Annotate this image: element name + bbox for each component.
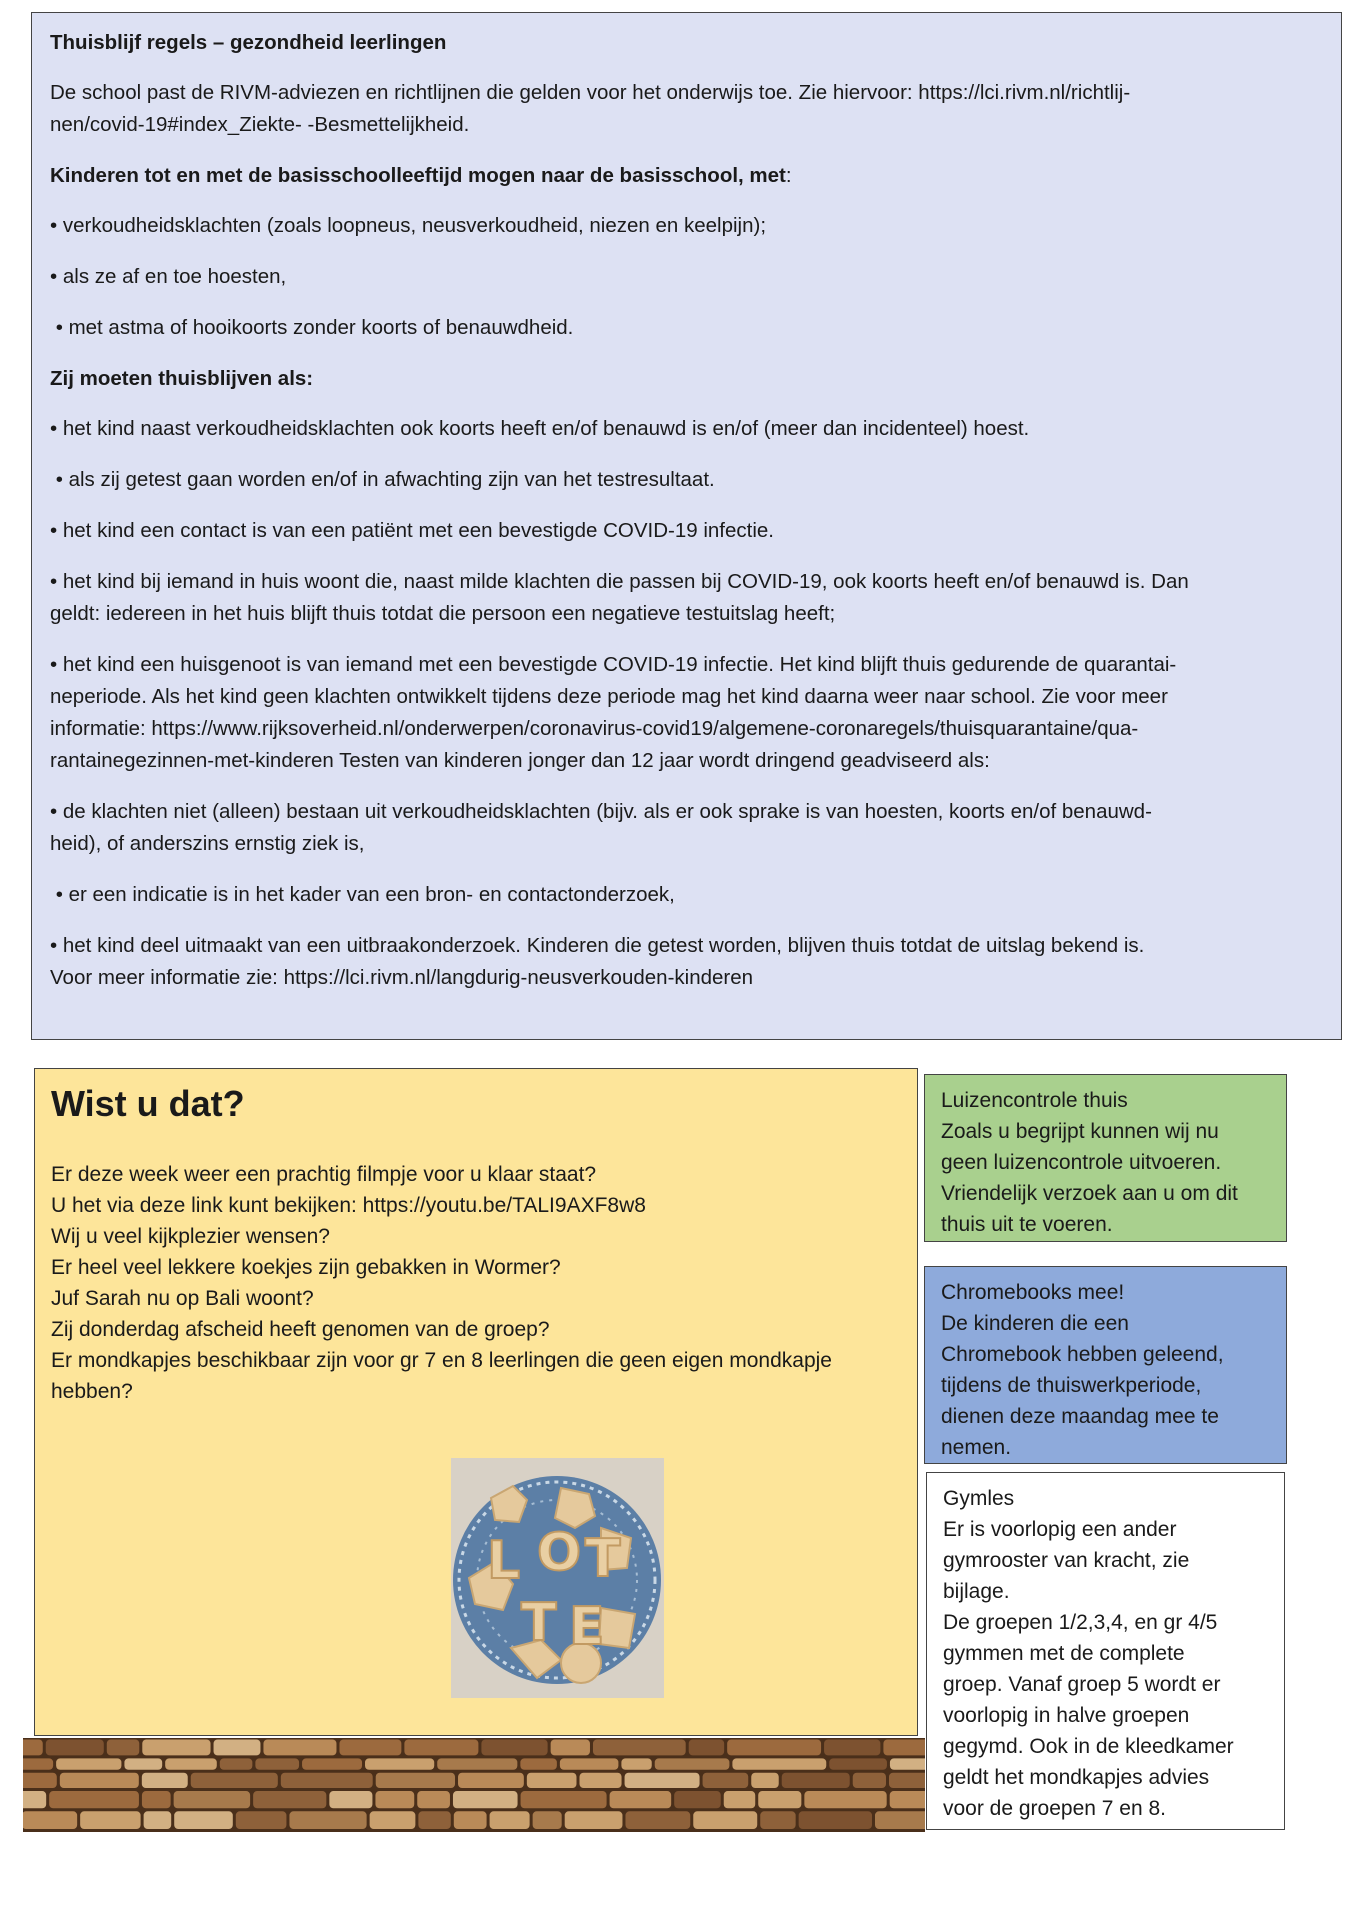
cookie-letter: T [521,1593,557,1653]
gym-class-line: geldt het mondkapjes advies [943,1766,1210,1789]
chromebooks-text [941,1308,1270,1463]
stone [890,1758,925,1769]
gym-class-line: Er is voorlopig een ander [943,1518,1177,1541]
stone [80,1811,140,1829]
stone [804,1791,886,1808]
rules-intro [50,77,1323,141]
cookies-plate-image [451,1458,664,1698]
stone [417,1791,450,1808]
stone [829,1758,887,1769]
stone [23,1740,43,1756]
did-you-know-item: U het via deze link kunt bekijken: https://youtu.be/TALI9AXF8w8 [51,1194,646,1217]
allowed-heading-text: Kinderen tot en met de basisschoolleeftijd mogen naar de basisschool, met [50,164,786,187]
allowed-heading [50,160,1323,192]
stone [458,1773,524,1788]
stone [724,1791,755,1808]
stone [214,1740,261,1756]
gym-class-text [943,1514,1268,1824]
cookies-photo [451,1458,664,1698]
stone [289,1811,366,1829]
stay-home-item [50,796,1323,860]
did-you-know-title: Wist u dat? [51,1083,245,1124]
stone [23,1773,57,1788]
did-you-know-list [51,1159,901,1407]
stone [255,1758,299,1769]
stone [565,1811,623,1829]
stone [174,1811,233,1829]
stone [593,1740,686,1756]
stay-home-item-line: geldt: iedereen in het huis blijft thuis totdat die persoon een negatieve testuitslag heeft; [50,602,836,625]
lice-check-box [924,1074,1287,1242]
stone [60,1773,139,1788]
stone-wall-pattern [23,1738,925,1832]
did-you-know-item: hebben? [51,1380,133,1403]
stone [191,1773,278,1788]
did-you-know-item: Juf Sarah nu op Bali woont? [51,1287,314,1310]
stone [610,1791,672,1808]
gym-class-line: groep. Vanaf groep 5 wordt er [943,1673,1221,1696]
did-you-know-item: Wij u veel kijkplezier wensen? [51,1225,330,1248]
stay-home-item-line: Voor meer informatie zie: https://lci.rivm.nl/langdurig-neusverkouden-kinderen [50,966,754,989]
stone [142,1740,210,1756]
stone [782,1773,850,1788]
stone [220,1758,253,1769]
chromebooks-line: nemen. [941,1436,1012,1459]
stay-home-item-line: • als zij getest gaan worden en/of in afwachting zijn van het testresultaat. [50,468,715,491]
stone [751,1773,778,1788]
stone [625,1811,690,1829]
stone [23,1758,53,1769]
stone [236,1811,287,1829]
allowed-item: • als ze af en toe hoesten, [50,265,287,288]
stone [490,1811,530,1829]
stone [263,1740,336,1756]
stone [551,1740,590,1756]
lice-check-title: Luizencontrole thuis [941,1089,1128,1112]
gym-class-line: gymrooster van kracht, zie [943,1549,1190,1572]
lice-check-line: thuis uit te voeren. [941,1213,1113,1236]
stone [124,1758,162,1769]
stay-home-item [50,649,1323,777]
stone [49,1791,139,1808]
gym-class-line: gegymd. Ook in de kleedkamer [943,1735,1234,1758]
stay-home-item-line: • het kind naast verkoudheidsklachten ook koorts heeft en/of benauwd is en/of (meer dan incidenteel) hoest. [50,417,1030,440]
stone [824,1740,880,1756]
chromebooks-line: De kinderen die een [941,1312,1129,1335]
stone-wall-image [23,1738,925,1832]
stone [144,1811,172,1829]
lice-check-line: geen luizencontrole uitvoeren. [941,1151,1222,1174]
stone [727,1740,821,1756]
stay-home-item-line: neperiode. Als het kind geen klachten ontwikkelt tijdens deze periode mag het kind daarna weer naar school. Zie voor meer [50,685,1168,708]
allowed-item: • met astma of hooikoorts zonder koorts of benauwdheid. [50,316,574,339]
stone [732,1758,826,1769]
stone [703,1773,749,1788]
did-you-know-item: Er heel veel lekkere koekjes zijn gebakken in Wormer? [51,1256,561,1279]
rules-title: Thuisblijf regels – gezondheid leerlingen [50,31,447,54]
stone [329,1791,372,1808]
stone [418,1811,450,1829]
rules-intro-line: De school past de RIVM-adviezen en richtlijnen die gelden voor het onderwijs toe. Zie hiervoor: https://lci.rivm.nl/richtlij- [50,81,1131,104]
lice-check-line: Zoals u begrijpt kunnen wij nu [941,1120,1219,1143]
stay-home-item-line: • het kind een huisgenoot is van iemand met een bevestigde COVID-19 infectie. Het kind blijft thuis gedurende de quarantai- [50,653,1177,676]
stay-home-list [50,413,1323,994]
gym-class-line: De groepen 1/2,3,4, en gr 4/5 [943,1611,1218,1634]
allowed-item: • verkoudheidsklachten (zoals loopneus, neusverkoudheid, niezen en keelpijn); [50,214,767,237]
did-you-know-item: Er mondkapjes beschikbaar zijn voor gr 7 en 8 leerlingen die geen eigen mondkapje [51,1349,832,1372]
stay-home-heading: Zij moeten thuisblijven als: [50,367,314,390]
gym-class-line: voorlopig in halve groepen [943,1704,1190,1727]
stone [693,1811,757,1829]
stay-home-item [50,515,1323,547]
chromebooks-line: dienen deze maandag mee te [941,1405,1219,1428]
stone [883,1740,925,1756]
chromebooks-line: Chromebook hebben geleend, [941,1343,1224,1366]
stone [579,1773,621,1788]
stone [520,1758,557,1769]
stone [890,1791,925,1808]
stone [875,1811,925,1829]
stay-home-item [50,413,1323,445]
stone [560,1758,619,1769]
stay-home-item [50,930,1323,994]
gym-class-title: Gymles [943,1487,1015,1510]
stone [302,1758,362,1769]
lice-check-line: Vriendelijk verzoek aan u om dit [941,1182,1238,1205]
stone [521,1791,607,1808]
stay-home-item-line: • het kind bij iemand in huis woont die, naast milde klachten die passen bij COVID-19, ook koorts heeft en/of benauwd is. Dan [50,570,1189,593]
stone [758,1791,801,1808]
stay-home-item-line: informatie: https://www.rijksoverheid.nl/onderwerpen/coronavirus-covid19/algemene-coronaregels/thuisquarantaine/qua- [50,717,1139,740]
stone [339,1740,401,1756]
stone [454,1811,487,1829]
stone [281,1773,373,1788]
stone [799,1811,872,1829]
cookie-letter: O [537,1523,582,1583]
stone [253,1791,326,1808]
stone [621,1758,651,1769]
stone [625,1773,700,1788]
stay-home-item-line: • het kind deel uitmaakt van een uitbraakonderzoek. Kinderen die getest worden, blijven thuis totdat de uitslag bekend is. [50,934,1145,957]
stone [404,1740,478,1756]
stone [142,1773,188,1788]
stone [174,1791,250,1808]
allowed-heading-colon: : [785,164,792,187]
stone [674,1791,721,1808]
stone [689,1740,724,1756]
stone [142,1791,171,1808]
stay-home-rules-box [31,12,1342,1040]
stay-home-item [50,464,1323,496]
stone [453,1791,518,1808]
cookie-letter: L [487,1531,521,1591]
stay-home-item-line: • het kind een contact is van een patiënt met een bevestigde COVID-19 infectie. [50,519,774,542]
stone [370,1811,416,1829]
cookie-letter: E [569,1597,605,1657]
stone [527,1773,577,1788]
stone [46,1740,104,1756]
stone [655,1758,730,1769]
gym-class-line: gymmen met de complete [943,1642,1185,1665]
stone [365,1758,434,1769]
stone [760,1811,795,1829]
stay-home-item [50,566,1323,630]
stone [437,1758,517,1769]
stone [533,1811,562,1829]
stone [375,1791,414,1808]
lice-check-text [941,1116,1270,1240]
stone [481,1740,547,1756]
rules-intro-line: nen/covid-19#index_Ziekte- -Besmettelijkheid. [50,113,470,136]
stay-home-item-line: • de klachten niet (alleen) bestaan uit verkoudheidsklachten (bijv. als er ook sprake is van hoesten, koorts en/of benauwd- [50,800,1152,823]
stone [23,1791,46,1808]
gym-class-line: bijlage. [943,1580,1010,1603]
cookie-letter: T [585,1529,621,1589]
stay-home-item-line: rantainegezinnen-met-kinderen Testen van kinderen jonger dan 12 jaar wordt dringend geadviseerd als: [50,749,990,772]
stone [107,1740,139,1756]
stay-home-item-line: • er een indicatie is in het kader van een bron- en contactonderzoek, [50,883,675,906]
stone [165,1758,217,1769]
stone [23,1811,77,1829]
stone [56,1758,121,1769]
stone [853,1773,886,1788]
gym-class-line: voor de groepen 7 en 8. [943,1797,1167,1820]
stay-home-item-line: heid), of anderszins ernstig ziek is, [50,832,365,855]
did-you-know-item: Er deze week weer een prachtig filmpje voor u klaar staat? [51,1163,597,1186]
did-you-know-item: Zij donderdag afscheid heeft genomen van de groep? [51,1318,550,1341]
gym-class-box [926,1472,1285,1830]
stone [376,1773,455,1788]
chromebooks-line: tijdens de thuiswerkperiode, [941,1374,1202,1397]
chromebooks-title: Chromebooks mee! [941,1281,1125,1304]
stay-home-item [50,879,1323,911]
stone [889,1773,925,1788]
chromebooks-box [924,1266,1287,1464]
